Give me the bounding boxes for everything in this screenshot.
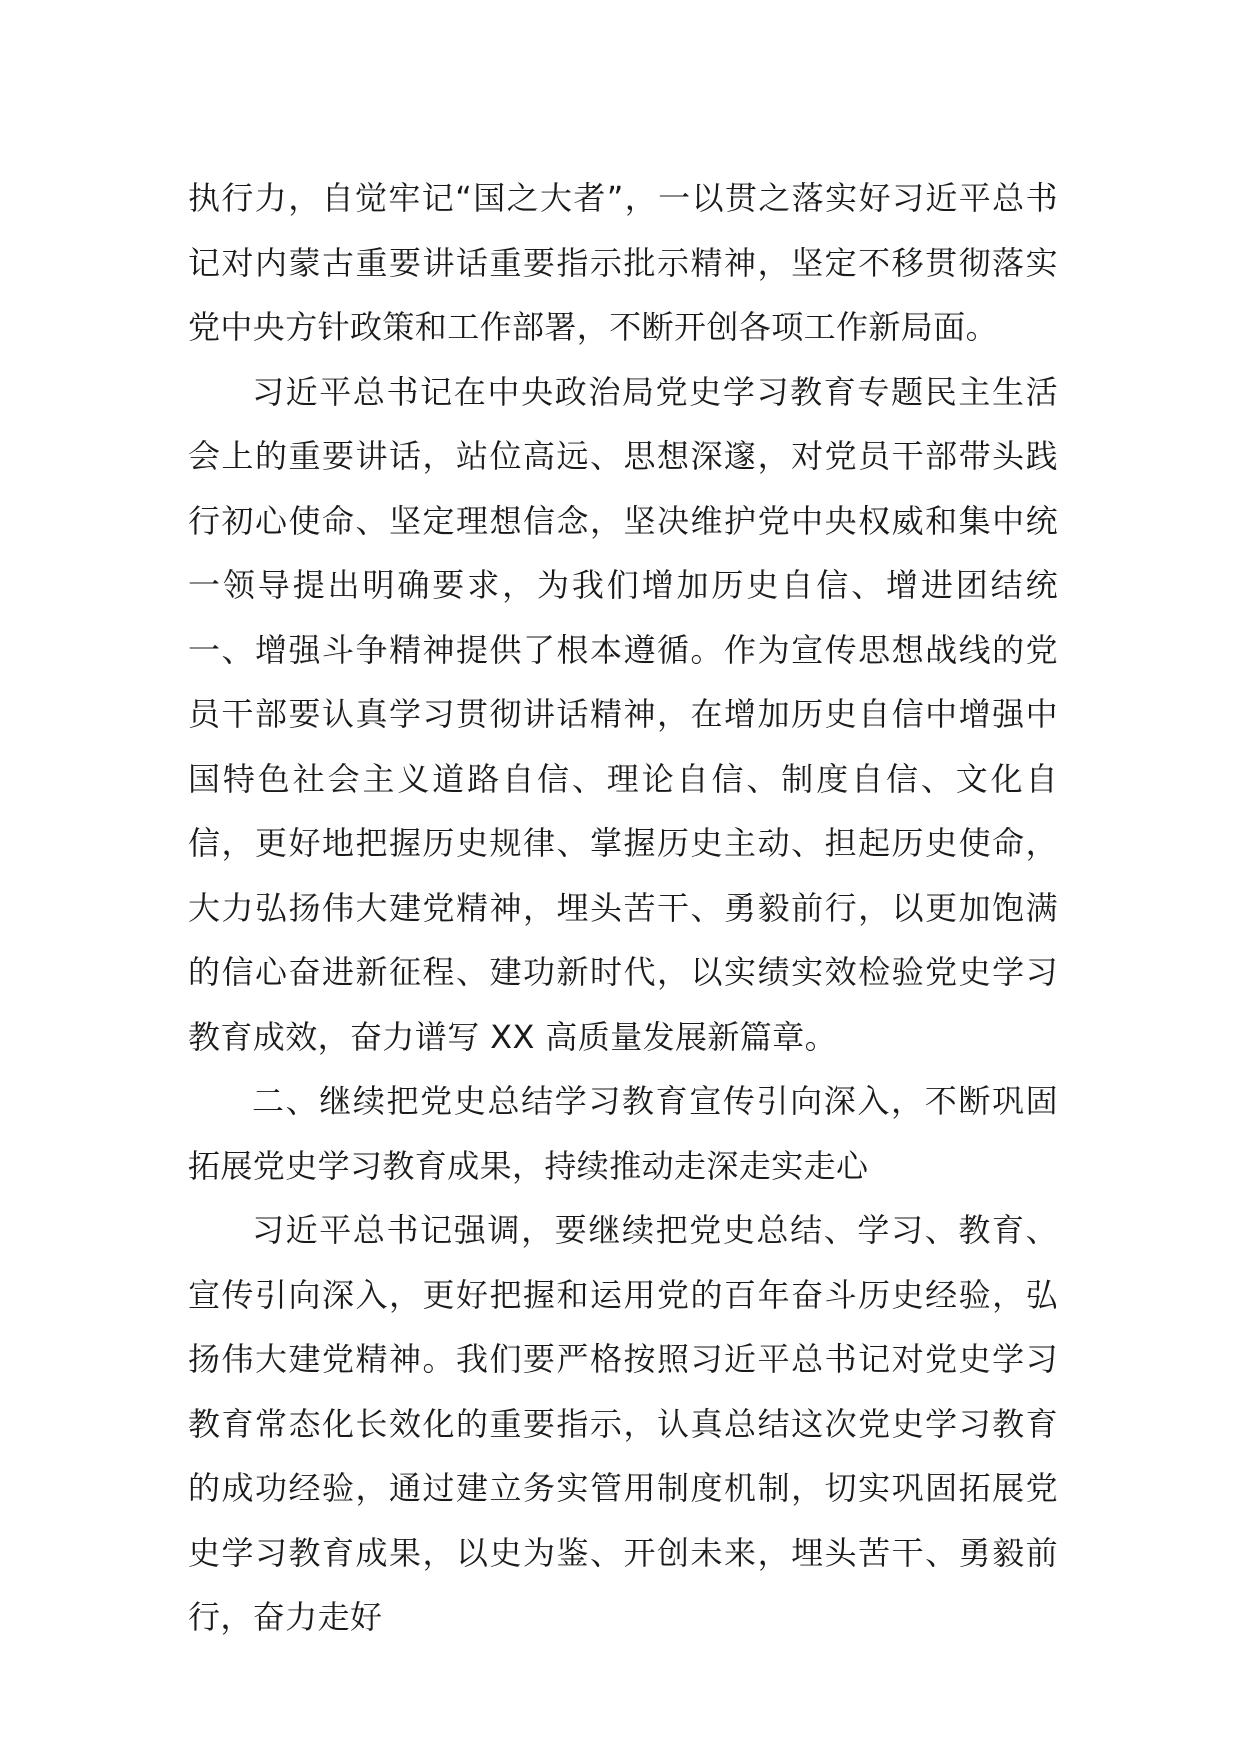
paragraph-continuation: 执行力，自觉牢记“国之大者”，一以贯之落实好习近平总书记对内蒙古重要讲话重要指示批示精神，坚定不移贯彻落实党中央方针政策和工作部署，不断开创各项工作新局面。 [188, 179, 1058, 346]
paragraph-party-history: 习近平总书记强调，要继续把党史总结、学习、教育、宣传引向深入，更好把握和运用党的百年奋斗历史经验，弘扬伟大建党精神。我们要严格按照习近平总书记对党史学习教育常态化长效化的重要指示，认真总结这次党史学习教育的成功经验，通过建立务实管用制度机制，切实巩固拓展党史学习教育成果，以史为鉴、开创未来，埋头苦干、勇毅前行，奋力走好 [188, 1211, 1058, 1636]
paragraph-speech-summary: 习近平总书记在中央政治局党史学习教育专题民主生活会上的重要讲话，站位高远、思想深邃，对党员干部带头践行初心使命、坚定理想信念，坚决维护党中央权威和集中统一领导提出明确要求，为我们增加历史自信、增进团结统一、增强斗争精神提供了根本遵循。作为宣传思想战线的党员干部要认真学习贯彻讲话精神，在增加历史自信中增强中国特色社会主义道路自信、理论自信、制度自信、文化自信，更好地把握历史规律、掌握历史主动、担起历史使命，大力弘扬伟大建党精神，埋头苦干、勇毅前行，以更加饱满的信心奋进新征程、建功新时代，以实绩实效检验党史学习教育成效，奋力谱写 XX 高质量发展新篇章。 [188, 372, 1058, 1056]
body-text [188, 166, 1058, 1650]
section-heading-two: 二、继续把党史总结学习教育宣传引向深入，不断巩固拓展党史学习教育成果，持续推动走深走实走心 [188, 1082, 1058, 1185]
